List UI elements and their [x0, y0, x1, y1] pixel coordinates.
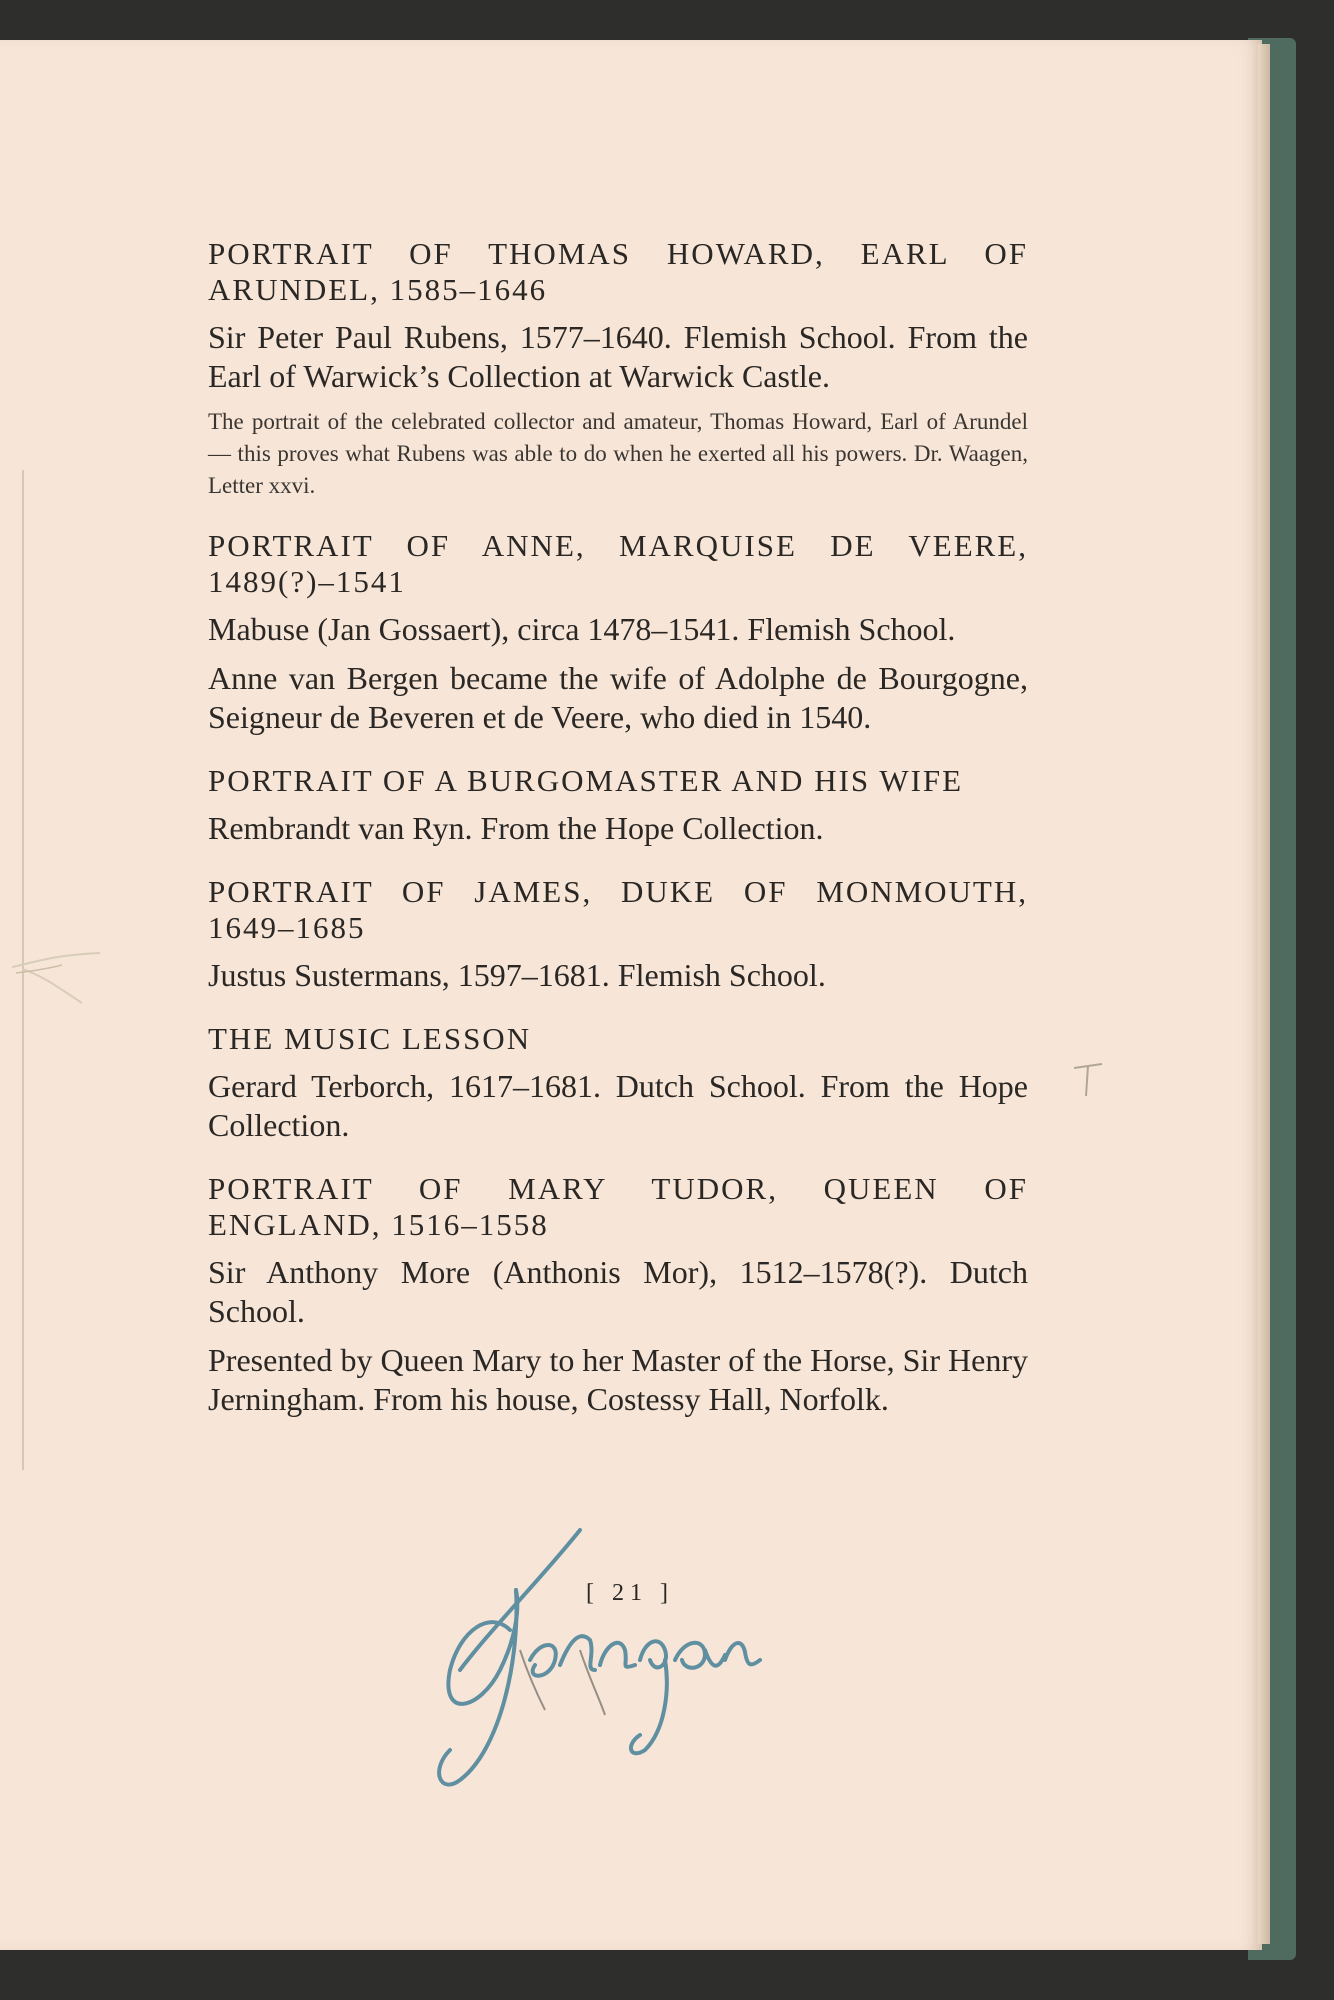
entry-attribution: Gerard Terborch, 1617–1681. Dutch School. From the Hope Collection. [208, 1068, 1028, 1143]
entry-attribution: Rembrandt van Ryn. From the Hope Collection. [208, 810, 824, 846]
entry-title: PORTRAIT OF ANNE, MARQUISE DE VEERE, 1489(?)–1541 [208, 528, 1028, 599]
entry-description: Anne van Bergen became the wife of Adolphe de Bourgogne, Seigneur de Beveren et de Veere, who died in 1540. [208, 660, 1028, 735]
catalogue-entry [208, 236, 1028, 502]
handwritten-signature [420, 1520, 820, 1790]
entry-note: The portrait of the celebrated collector and amateur, Thomas Howard, Earl of Arundel — this proves what Rubens was able to do when he exerted all his powers. Dr. Waagen, Letter xxvi. [208, 409, 1028, 498]
entry-attribution: Mabuse (Jan Gossaert), circa 1478–1541. Flemish School. [208, 611, 956, 647]
catalogue-entry [208, 874, 1028, 995]
entry-attribution: Sir Peter Paul Rubens, 1577–1640. Flemish School. From the Earl of Warwick’s Collection at Warwick Castle. [208, 319, 1028, 394]
pencil-mark [1070, 1060, 1106, 1100]
entry-title: PORTRAIT OF THOMAS HOWARD, EARL OF ARUNDEL, 1585–1646 [208, 236, 1028, 307]
entry-attribution: Sir Anthony More (Anthonis Mor), 1512–1578(?). Dutch School. [208, 1254, 1028, 1329]
entry-title: PORTRAIT OF MARY TUDOR, QUEEN OF ENGLAND, 1516–1558 [208, 1171, 1028, 1242]
entry-attribution: Justus Sustermans, 1597–1681. Flemish School. [208, 957, 826, 993]
catalogue-entry [208, 1171, 1028, 1419]
entry-title: PORTRAIT OF JAMES, DUKE OF MONMOUTH, 1649–1685 [208, 874, 1028, 945]
catalogue-entry [208, 763, 1028, 848]
entry-description: Presented by Queen Mary to her Master of the Horse, Sir Henry Jerningham. From his house, Costessy Hall, Norfolk. [208, 1342, 1028, 1417]
entry-title: PORTRAIT OF A BURGOMASTER AND HIS WIFE [208, 763, 964, 798]
binding-thread [12, 945, 102, 1005]
catalogue-text [208, 236, 1028, 1445]
catalogue-entry [208, 528, 1028, 737]
catalogue-entry [208, 1021, 1028, 1145]
page-number: [ 21 ] [586, 1580, 674, 1606]
entry-title: THE MUSIC LESSON [208, 1021, 532, 1056]
page-edge [1258, 44, 1270, 1944]
